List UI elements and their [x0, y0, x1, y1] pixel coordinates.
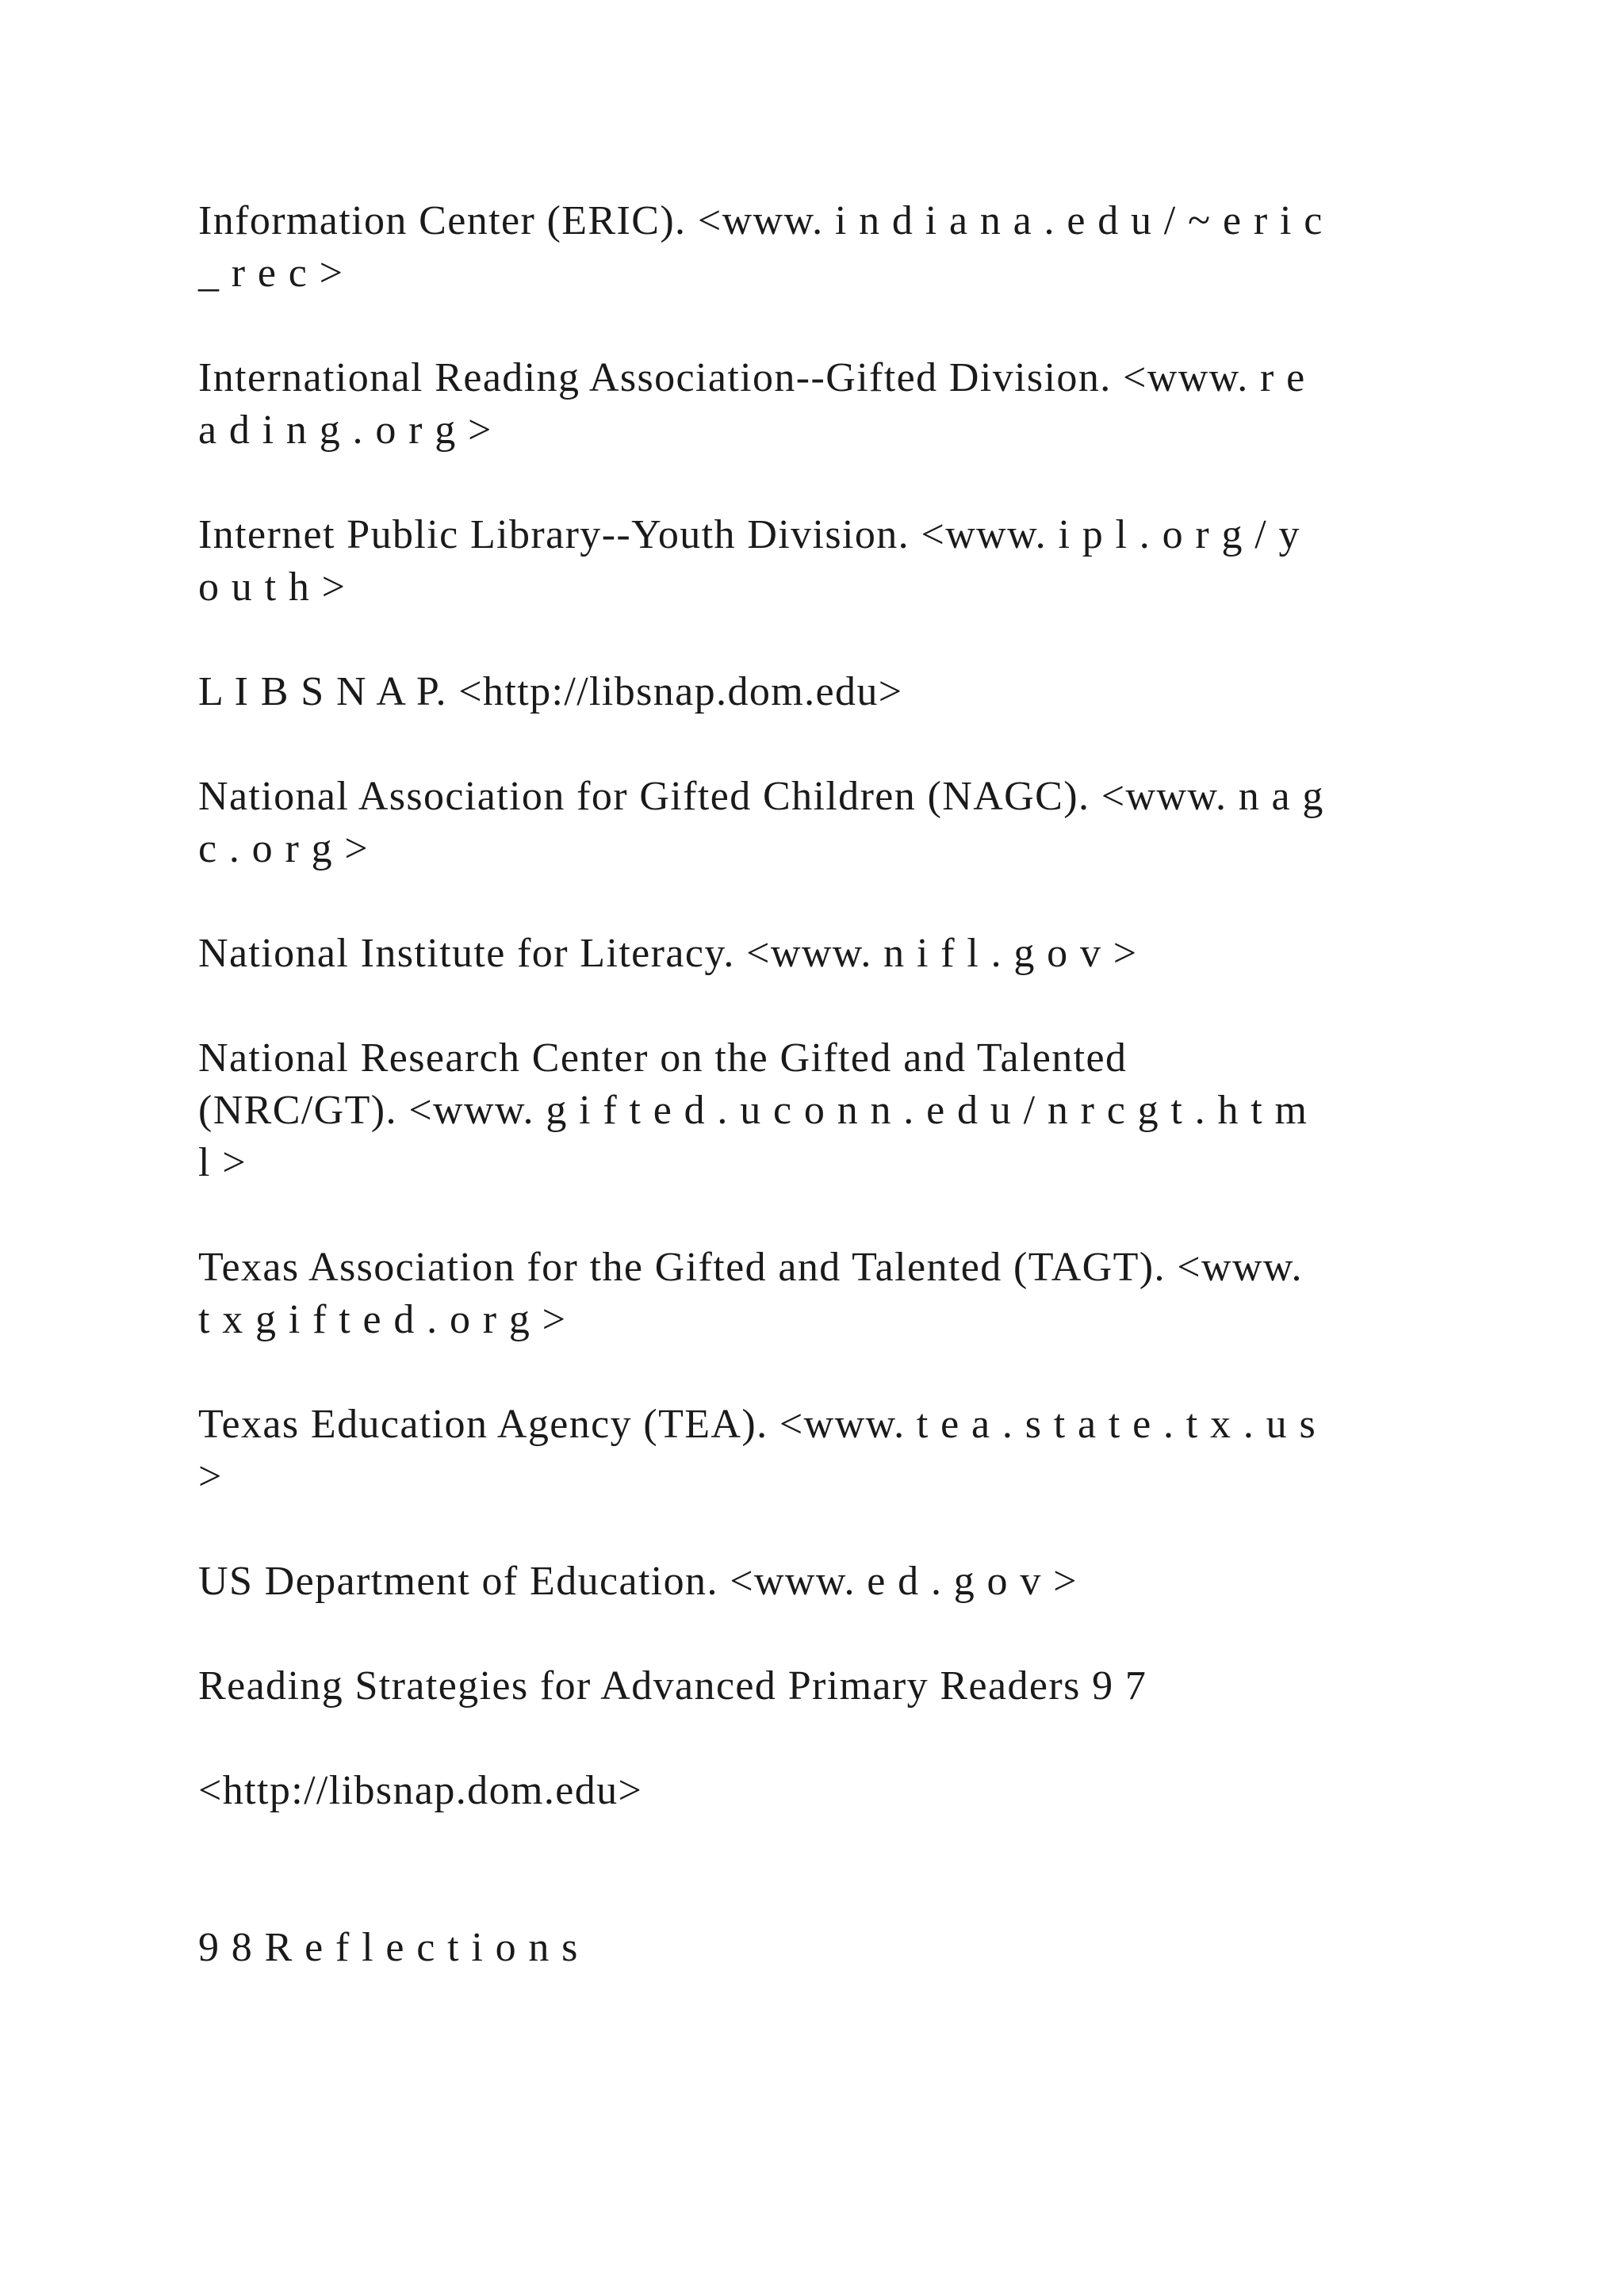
reference-tea: Texas Education Agency (TEA). <www. t e a . s t a t e . t x . u s > — [198, 1402, 1317, 1499]
reference-eric: Information Center (ERIC). <www. i n d i a n a . e d u / ~ e r i c _ r e c > — [198, 198, 1323, 296]
reference-us-doe: US Department of Education. <www. e d . g o v > — [198, 1559, 1078, 1604]
reference-nrc-gt: National Research Center on the Gifted and Talented (NRC/GT). <www. g i f t e d . u c o n n . e d u / n r c g t . h t m l > — [198, 1035, 1308, 1185]
reference-libsnap: L I B S N A P. <http://libsnap.dom.edu> — [198, 669, 903, 714]
reference-tagt: Texas Association for the Gifted and Talented (TAGT). <www. t x g i f t e d . o r g > — [198, 1245, 1303, 1342]
reference-ipl-youth: Internet Public Library--Youth Division. <www. i p l . o r g / y o u t h > — [198, 512, 1300, 610]
section-heading: 9 8 R e f l e c t i o n s — [198, 1925, 579, 1970]
reference-ira-gifted: International Reading Association--Gifted Division. <www. r e a d i n g . o r g > — [198, 355, 1306, 453]
running-footer: Reading Strategies for Advanced Primary Readers 9 7 — [198, 1663, 1147, 1709]
reference-nifl: National Institute for Literacy. <www. n i f l . g o v > — [198, 931, 1138, 976]
footer-link: <http://libsnap.dom.edu> — [198, 1768, 643, 1813]
reference-nagc: National Association for Gifted Children (NAGC). <www. n a g c . o r g > — [198, 774, 1324, 871]
